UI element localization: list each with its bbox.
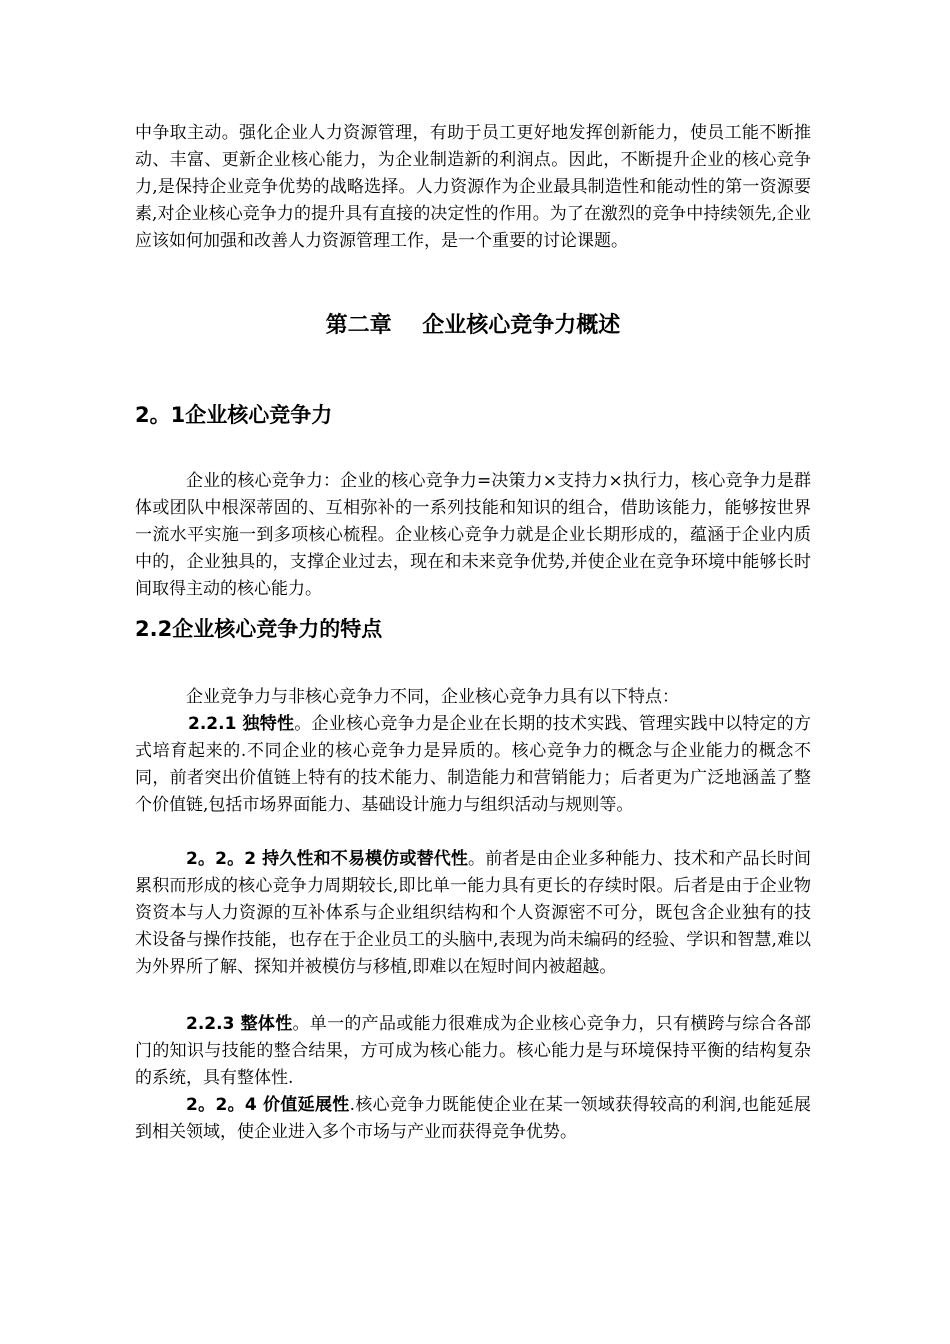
feature-item-lead: 2.2.3 整体性: [186, 1014, 293, 1034]
section-2-2-intro: 企业竞争力与非核心竞争力不同，企业核心竞争力具有以下特点：: [186, 687, 679, 707]
feature-item-integrity: [135, 1011, 811, 1092]
chapter-title: 第二章 企业核心竞争力概述: [325, 313, 621, 338]
feature-item-uniqueness: [135, 711, 811, 819]
feature-item-body: 。前者是由企业多种能力、技术和产品长时间累积而形成的核心竞争力周期较长,即比单一能力具有更长的存续时限。后者是由于企业物资资本与人力资源的互补体系与企业组织结构和个人资源密不可分，既包含企业独有的技术设备与操作技能，也存在于企业员工的头脑中,表现为尚未编码的经验、学识和智慧,难以为外界所了解、探知并被模仿与移植,即难以在短时间内被超越。: [135, 849, 811, 977]
feature-item-lead: 2。2。2 持久性和不易模仿或替代性: [186, 849, 469, 869]
feature-item-extensibility: [135, 1092, 811, 1146]
feature-item-body: 。单一的产品或能力很难成为企业核心竞争力，只有横跨与综合各部门的知识与技能的整合结果，方可成为核心能力。核心能力是与环境保持平衡的结构复杂的系统，具有整体性.: [135, 1014, 811, 1088]
section-heading-2-2: 2.2企业核心竞争力的特点: [135, 617, 383, 641]
feature-item-durability: [135, 846, 811, 981]
feature-item-body: .核心竞争力既能使企业在某一领域获得较高的利润,也能延展到相关领域，使企业进入多个市场与产业而获得竞争优势。: [135, 1095, 811, 1142]
feature-item-body: 。企业核心竞争力是企业在长期的技术实践、管理实践中以特定的方式培育起来的.不同企业的核心竞争力是异质的。核心竞争力的概念与企业能力的概念不同，前者突出价值链上特有的技术能力、制造能力和营销能力；后者更为广泛地涵盖了整个价值链,包括市场界面能力、基础设计施力与组织活动与规则等。: [135, 714, 812, 815]
feature-item-lead: 2。2。4 价值延展性: [186, 1095, 350, 1115]
section-heading-2-1: 2。1企业核心竞争力: [135, 403, 333, 427]
intro-paragraph: 中争取主动。强化企业人力资源管理，有助于员工更好地发挥创新能力，使员工能不断推动、丰富、更新企业核心能力，为企业制造新的利润点。因此，不断提升企业的核心竞争力,是保持企业竞争优势的战略选择。人力资源作为企业最具制造性和能动性的第一资源要素,对企业核心竞争力的提升具有直接的决定性的作用。为了在激烈的竞争中持续领先,企业应该如何加强和改善人力资源管理工作，是一个重要的讨论课题。: [135, 123, 811, 251]
feature-item-lead: 2.2.1 独特性: [188, 714, 295, 734]
section-2-1-paragraph: 企业的核心竞争力：企业的核心竞争力=决策力×支持力×执行力，核心竞争力是群体或团队中根深蒂固的、互相弥补的一系列技能和知识的组合，借助该能力，能够按世界一流水平实施一到多项核心梳程。企业核心竞争力就是企业长期形成的，蕴涵于企业内质中的，企业独具的，支撑企业过去，现在和未来竞争优势,并使企业在竞争环境中能够长时间取得主动的核心能力。: [135, 471, 811, 599]
